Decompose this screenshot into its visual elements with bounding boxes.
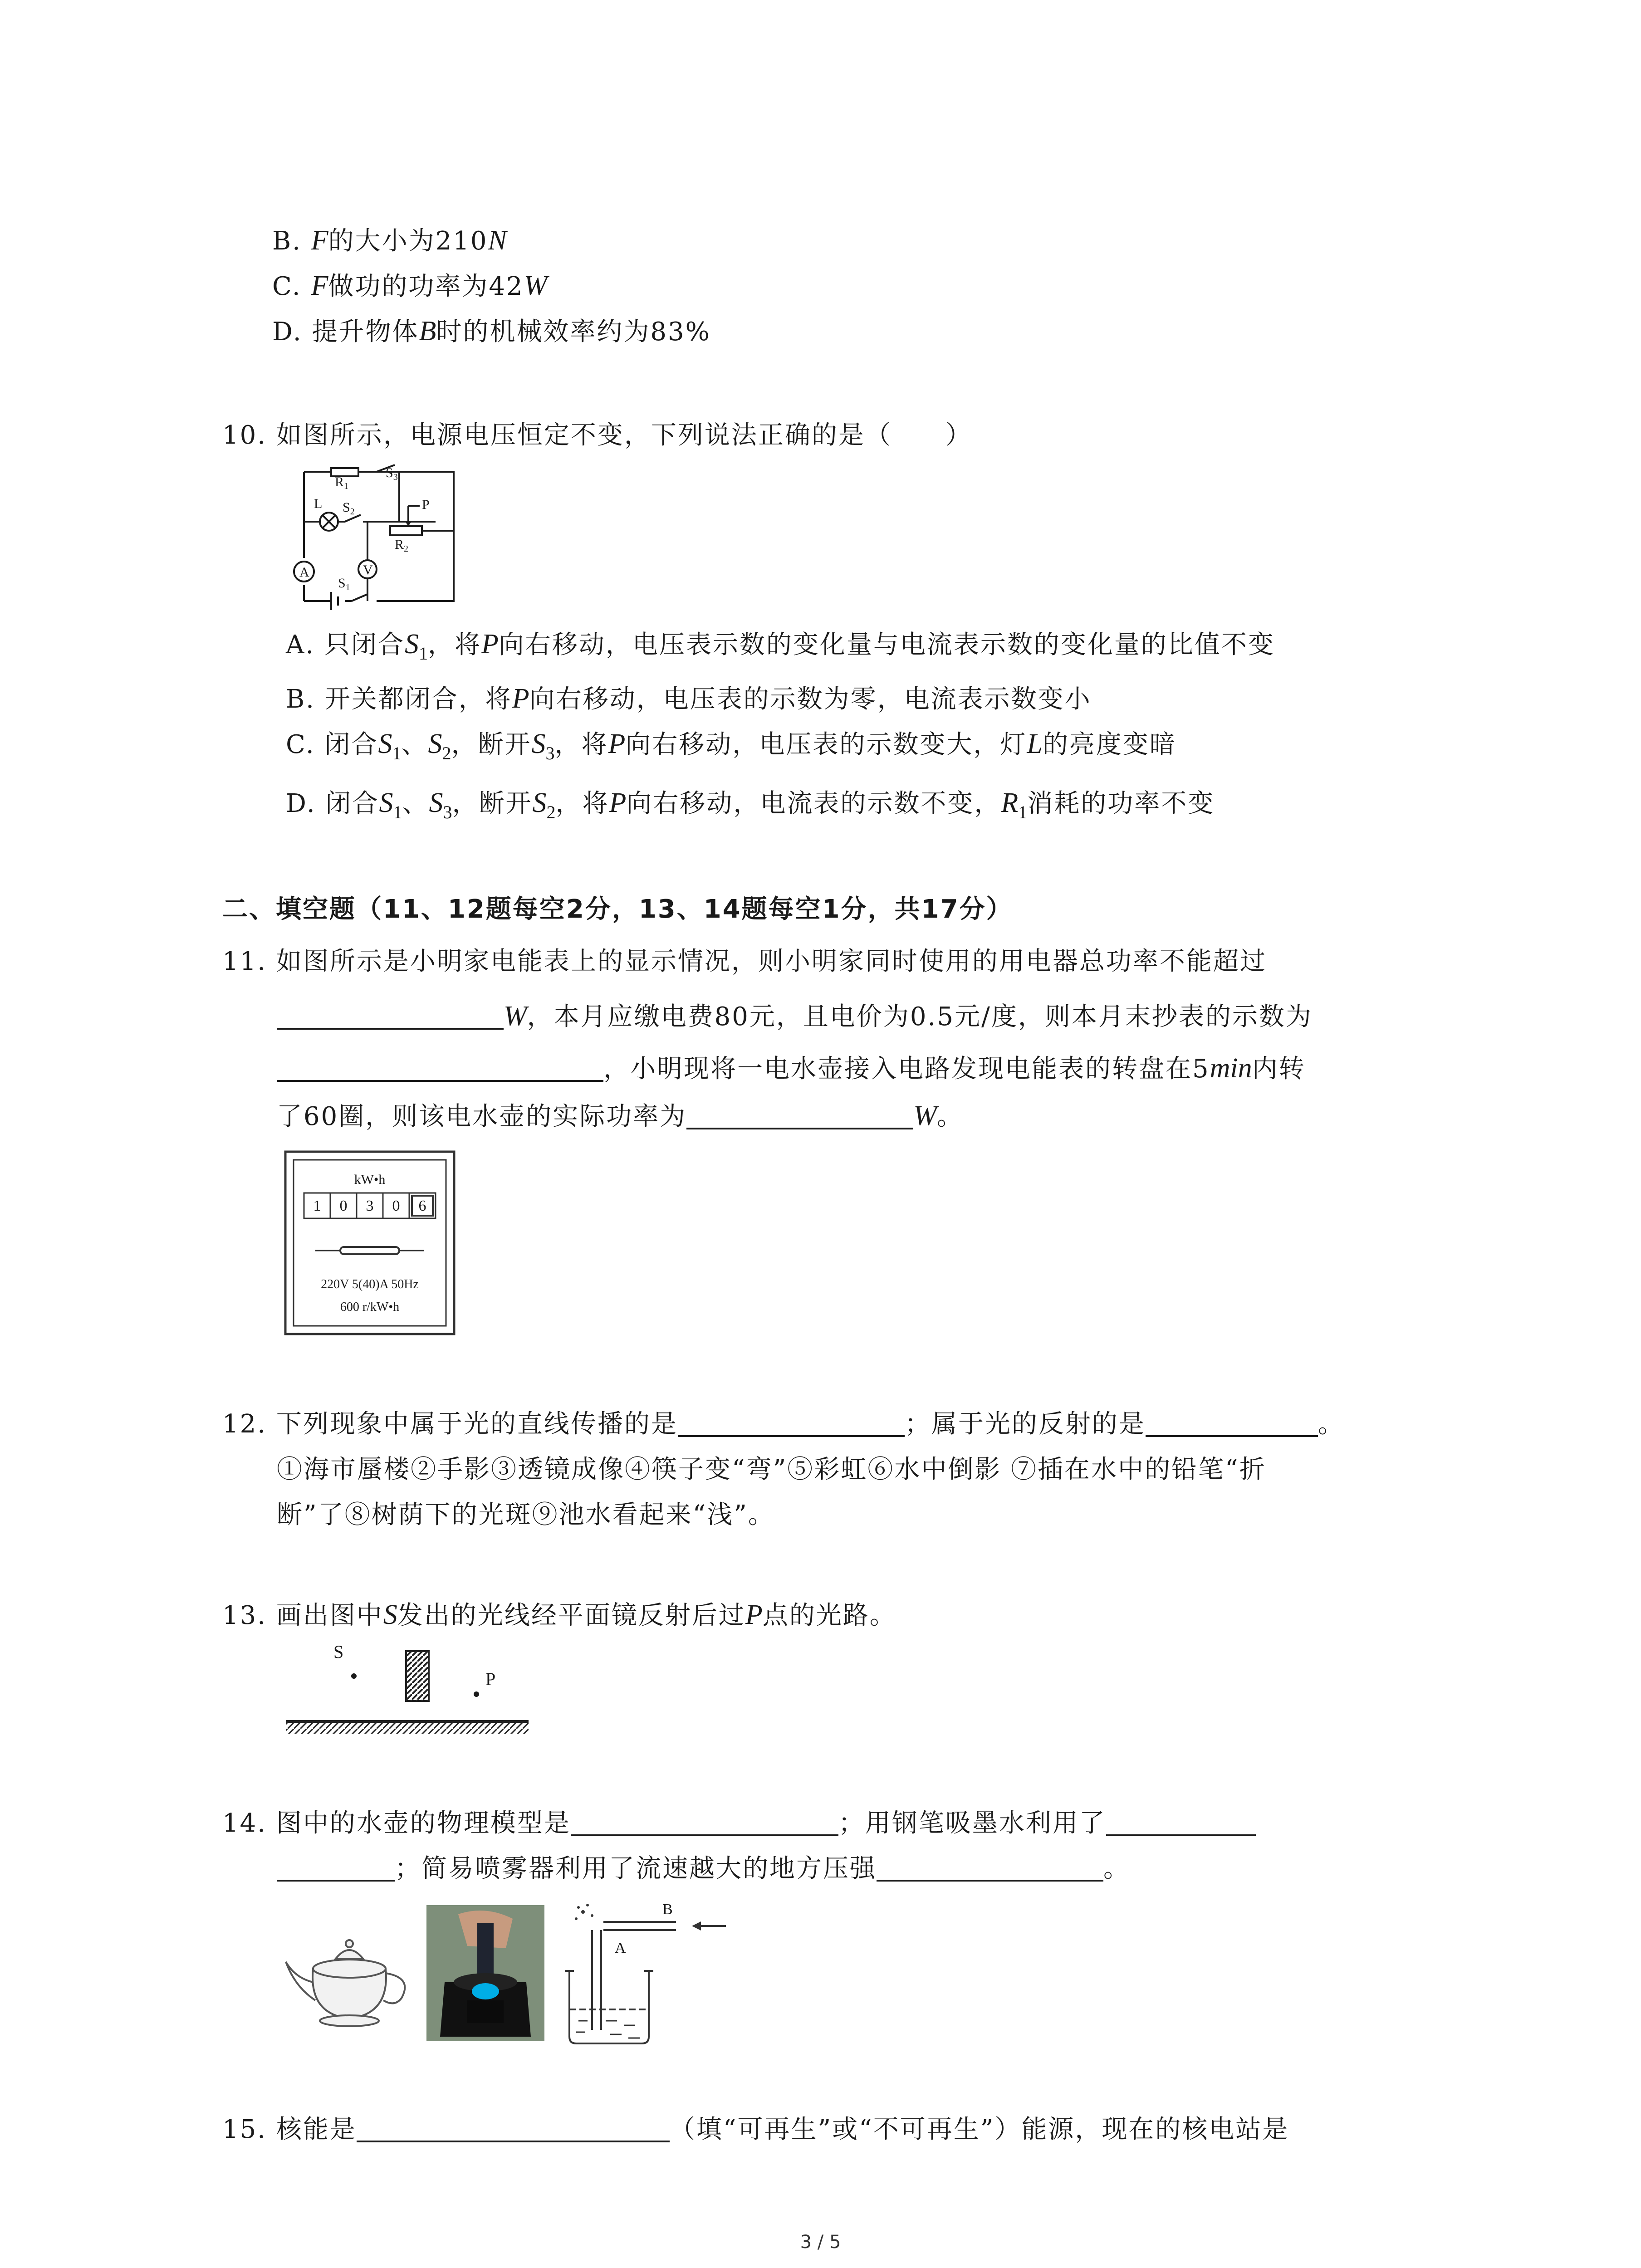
q12-line-1 — [222, 1406, 1345, 1442]
q11-line-1: 11. 如图所示是小明家电能表上的显示情况，则小明家同时使用的用电器总功率不能超过 — [222, 947, 1267, 976]
option-letter: B. — [272, 226, 311, 256]
sprayer-beaker-figure — [560, 1894, 751, 2048]
svg-text:S2: $S_2$ — [343, 500, 355, 517]
text: 。 — [936, 1102, 964, 1131]
answer-blank[interactable] — [686, 1100, 913, 1129]
text: 13. 画出图中 — [222, 1601, 383, 1630]
q12-line-3: 断”了⑧树荫下的光斑⑨池水看起来“浅”。 — [277, 1500, 775, 1530]
svg-text:S1: $S_1$ — [338, 576, 350, 592]
var-s2: $S_2$ — [532, 787, 556, 822]
answer-blank[interactable] — [678, 1408, 905, 1437]
meter-unit: kW•h — [354, 1172, 386, 1187]
q9-option-d — [272, 313, 711, 350]
q10-option-d — [286, 785, 1215, 831]
plane-mirror-figure — [281, 1640, 535, 1744]
var-s3: $S_3$ — [429, 787, 452, 822]
meter-digit: 0 — [392, 1198, 400, 1214]
option-text: 向右移动，电流表的示数不变， — [626, 789, 1001, 818]
svg-text:R2: $R_2$ — [395, 537, 409, 554]
q10-option-c — [286, 726, 1176, 772]
answer-blank[interactable] — [277, 1853, 395, 1882]
q9-option-b — [272, 222, 507, 259]
label-a: A — [615, 1940, 626, 1956]
option-text: 的大小为 — [328, 226, 436, 256]
option-text: 向右移动，电压表的示数为零，电流表示数变小 — [529, 684, 1092, 714]
q15-line-1 — [222, 2112, 1289, 2148]
text: 点的光路。 — [762, 1601, 896, 1630]
option-text: 向右移动，电压表的示数变大，灯 — [625, 730, 1027, 759]
answer-blank[interactable] — [277, 1001, 504, 1030]
text: ，本月应缴电费80元，且电价为0.5元/度，则本月末抄表的示数为 — [527, 1002, 1313, 1031]
text: （填“可再生”或“不可再生”）能源，现在的核电站是 — [669, 2115, 1289, 2144]
option-text-end: 时的机械效率约为83% — [436, 317, 711, 347]
variable: F — [311, 225, 328, 256]
q10-stem: 10. 如图所示，电源电压恒定不变，下列说法正确的是（ ） — [222, 420, 972, 450]
var-p: P — [608, 728, 626, 759]
answer-blank[interactable] — [571, 1807, 838, 1836]
variable: P — [745, 1599, 763, 1630]
variable: F — [311, 270, 328, 301]
var-s1: $S_1$ — [378, 728, 402, 763]
option-text: 、 — [402, 789, 429, 818]
electricity-meter-figure — [284, 1150, 456, 1336]
var-r1: $R_1$ — [1001, 787, 1028, 822]
text: 15. 核能是 — [222, 2115, 357, 2144]
obstacle — [406, 1651, 429, 1701]
svg-text:V: V — [363, 562, 373, 577]
unit: W — [913, 1100, 937, 1131]
answer-blank[interactable] — [877, 1853, 1103, 1882]
q11-line-3 — [277, 1050, 1306, 1087]
variable: B — [419, 316, 436, 347]
teapot-image — [281, 1919, 417, 2032]
fountain-pen-ink-photo — [426, 1905, 544, 2041]
text: 。 — [1103, 1854, 1130, 1883]
svg-text:S3: $S_3$ — [386, 465, 398, 482]
var-l: L — [1027, 728, 1043, 759]
option-text: B. 开关都闭合，将 — [286, 684, 512, 714]
unit: W — [524, 270, 548, 301]
q13-stem — [222, 1597, 896, 1634]
text: 发出的光线经平面镜反射后过 — [397, 1601, 745, 1630]
option-text: D. 提升物体 — [272, 317, 419, 347]
option-text: C. 闭合 — [286, 730, 378, 759]
text: ；属于光的反射的是 — [904, 1409, 1146, 1439]
meter-digit: 1 — [313, 1198, 321, 1214]
meter-digit: 0 — [339, 1198, 348, 1214]
q14-line-2 — [277, 1851, 1130, 1887]
option-text: 的亮度变暗 — [1042, 730, 1176, 759]
var-p: P — [609, 787, 627, 818]
svg-text:R1: $R_1$ — [335, 474, 349, 491]
q11-line-2 — [277, 998, 1313, 1035]
text: 。 — [1318, 1409, 1345, 1439]
var-s1: $S_1$ — [405, 629, 428, 664]
meter-digit: 6 — [418, 1198, 426, 1214]
option-text: A. 只闭合 — [286, 630, 405, 660]
mirror-hatch — [286, 1723, 529, 1734]
text: ，小明现将一电水壶接入电路发现电能表的转盘在5 — [603, 1054, 1210, 1084]
point-s — [351, 1673, 357, 1679]
q9-option-c — [272, 268, 547, 305]
var-s3: $S_3$ — [531, 728, 555, 763]
unit: min — [1210, 1053, 1252, 1084]
q12-line-2: ①海市蜃楼②手影③透镜成像④筷子变“弯”⑤彩虹⑥水中倒影 ⑦插在水中的铅笔“折 — [277, 1455, 1266, 1484]
answer-blank[interactable] — [1146, 1408, 1318, 1437]
answer-blank[interactable] — [277, 1053, 603, 1082]
option-text: ，断开 — [451, 730, 532, 759]
option-text: D. 闭合 — [286, 789, 379, 818]
option-text: ，将 — [428, 630, 482, 660]
answer-blank[interactable] — [1106, 1807, 1256, 1836]
q10-option-b — [286, 680, 1092, 718]
value: 210 — [435, 226, 488, 256]
label-b: B — [662, 1901, 673, 1918]
q10-circuit-diagram — [272, 463, 481, 617]
q11-line-4 — [277, 1098, 964, 1135]
q10-option-a — [286, 626, 1275, 672]
unit: W — [504, 1001, 527, 1031]
svg-text:A: A — [299, 565, 309, 580]
text: ；简易喷雾器利用了流速越大的地方压强 — [395, 1854, 877, 1883]
text: 12. 下列现象中属于光的直线传播的是 — [222, 1409, 678, 1439]
var-s1: $S_1$ — [379, 787, 402, 822]
variable: S — [383, 1599, 397, 1630]
option-text: 消耗的功率不变 — [1027, 789, 1215, 818]
text: ；用钢笔吸墨水利用了 — [838, 1809, 1106, 1838]
q14-line-1 — [222, 1805, 1256, 1842]
meter-spec: 220V 5(40)A 50Hz — [321, 1277, 419, 1291]
option-text: ，断开 — [452, 789, 533, 818]
meter-spec: 600 r/kW•h — [340, 1300, 400, 1314]
text: 内转 — [1252, 1054, 1306, 1084]
option-letter: C. — [272, 272, 311, 301]
answer-blank[interactable] — [357, 2113, 670, 2142]
text: 14. 图中的水壶的物理模型是 — [222, 1809, 571, 1838]
svg-text:P: P — [422, 497, 430, 512]
var-p: P — [512, 683, 529, 714]
option-text: ，将 — [555, 789, 609, 818]
option-text: 、 — [401, 730, 428, 759]
section-heading: 二、填空题（11、12题每空2分，13、14题每空1分，共17分） — [222, 894, 1013, 924]
option-text: 向右移动，电压表示数的变化量与电流表示数的变化量的比值不变 — [498, 630, 1275, 660]
value: 42 — [489, 272, 524, 301]
unit: N — [488, 225, 507, 256]
point-p — [474, 1691, 479, 1697]
var-s2: $S_2$ — [428, 728, 451, 763]
var-p: P — [481, 629, 499, 660]
page-number: 3 / 5 — [800, 2232, 841, 2253]
point-s-label: S — [333, 1642, 344, 1662]
point-p-label: P — [485, 1669, 496, 1689]
svg-text:L: L — [314, 496, 323, 511]
option-text: ，将 — [554, 730, 608, 759]
text: 了60圈，则该电水壶的实际功率为 — [277, 1102, 687, 1131]
option-text: 做功的功率为 — [328, 272, 489, 301]
meter-disc — [340, 1247, 399, 1254]
meter-digit: 3 — [366, 1198, 374, 1214]
